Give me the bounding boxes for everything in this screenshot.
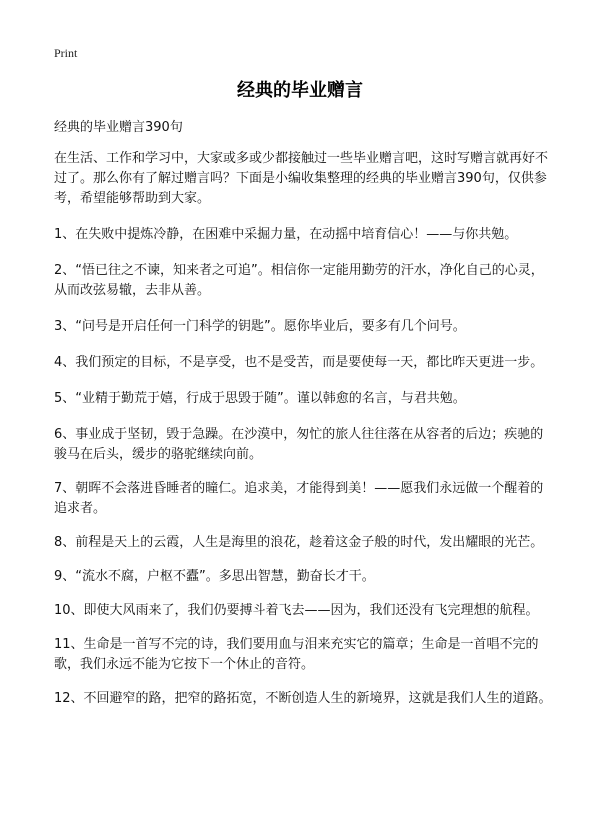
document-subtitle: 经典的毕业赠言390句 xyxy=(54,120,183,135)
list-item: 9、“流水不腐，户枢不蠹”。多思出智慧，勤奋长才干。 xyxy=(54,569,375,584)
list-item: 11、生命是一首写不完的诗，我们要用血与泪来充实它的篇章；生命是一首唱不完的歌，我们永远不能为它按下一个休止的音符。 xyxy=(54,637,539,672)
print-link[interactable]: Print xyxy=(54,46,78,60)
page-title: 经典的毕业赠言 xyxy=(237,80,363,101)
list-item: 7、朝晖不会落进昏睡者的瞳仁。追求美，才能得到美！——愿我们永远做一个醒着的追求者。 xyxy=(54,481,544,516)
list-item: 6、事业成于坚韧，毁于急躁。在沙漠中，匆忙的旅人往往落在从容者的后边；疾驰的骏马在后头，缓步的骆驼继续向前。 xyxy=(54,427,544,462)
document-body xyxy=(54,118,554,723)
list-item: 1、在失败中提炼冷静，在困难中采掘力量，在动摇中培育信心！——与你共勉。 xyxy=(54,227,518,242)
list-item: 12、不回避窄的路，把窄的路拓宽，不断创造人生的新境界，这就是我们人生的道路。 xyxy=(54,691,552,706)
intro-paragraph: 在生活、工作和学习中，大家或多或少都接触过一些毕业赠言吧，这时写赠言就再好不过了。那么你有了解过赠言吗？下面是小编收集整理的经典的毕业赠言390句，仅供参考，希望能够帮助到大家。 xyxy=(54,151,549,206)
list-item: 2、“悟已往之不谏，知来者之可追”。相信你一定能用勤劳的汗水，净化自己的心灵，从而改弦易辙，去非从善。 xyxy=(54,263,544,298)
list-item: 10、即使大风雨来了，我们仍要搏斗着飞去——因为，我们还没有飞完理想的航程。 xyxy=(54,603,539,618)
list-item: 4、我们预定的目标，不是享受，也不是受苦，而是要使每一天，都比昨天更进一步。 xyxy=(54,355,544,370)
list-item: 5、“业精于勤荒于嬉，行成于思毁于随”。谨以韩愈的名言，与君共勉。 xyxy=(54,391,466,406)
list-item: 8、前程是天上的云霞，人生是海里的浪花，趁着这金子般的时代，发出耀眼的光芒。 xyxy=(54,535,544,550)
quote-list xyxy=(54,225,554,709)
list-item: 3、“问号是开启任何一门科学的钥匙”。愿你毕业后，要多有几个问号。 xyxy=(54,319,466,334)
